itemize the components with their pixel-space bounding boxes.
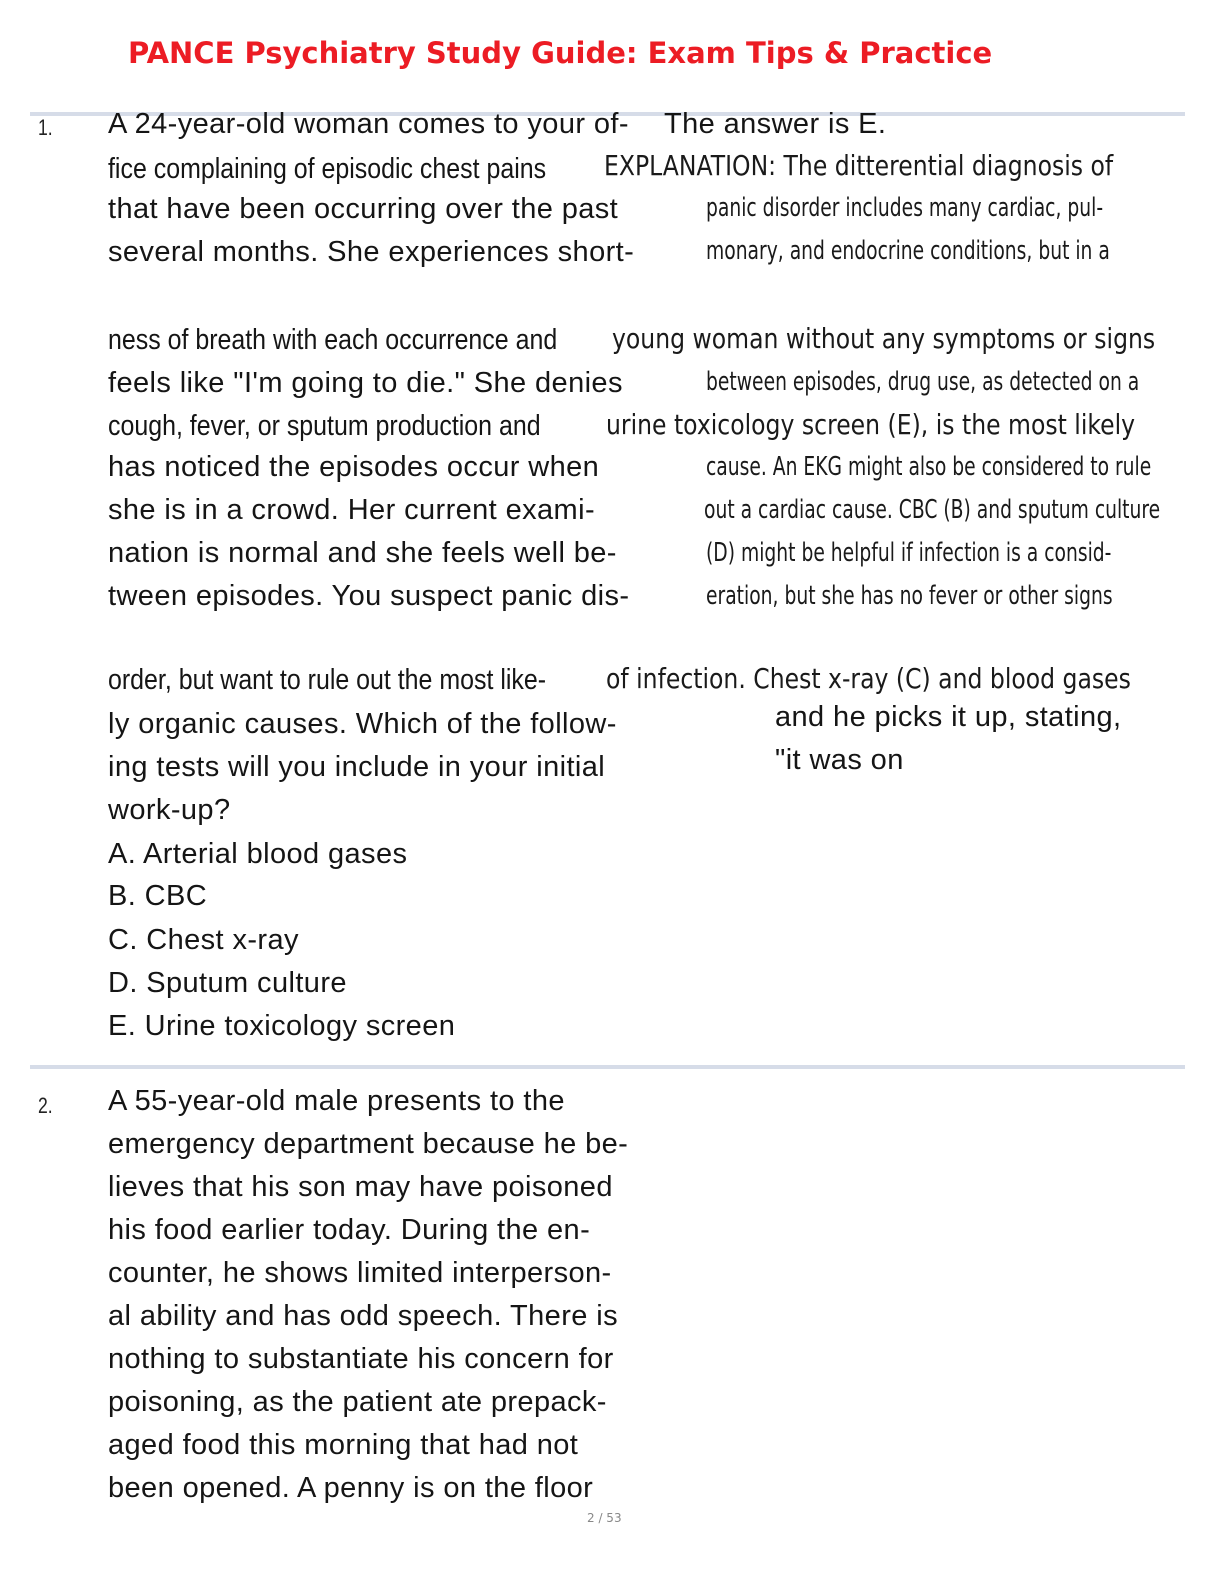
page-indicator: 2 / 53 [587,1511,622,1525]
explanation-line: (D) might be helpful if infection is a consid- [706,538,1112,568]
answer-option: C. Chest x-ray [108,924,299,956]
explanation-line: panic disorder includes many cardiac, pul- [706,193,1104,223]
stem-line: his food earlier today. During the en- [108,1214,591,1246]
stem-line: lieves that his son may have poisoned [108,1171,613,1203]
explanation-line: monary, and endocrine conditions, but in a [706,236,1110,266]
stem-line: work-up? [108,794,231,826]
stem-line: A 24-year-old woman comes to your of- [108,108,629,140]
answer-statement: The answer is E. [664,108,887,140]
explanation-line: eration, but she has no fever or other signs [706,581,1113,611]
question-number: 2. [38,1093,53,1118]
explanation-line: EXPLANATION: The ditterential diagnosis of [604,149,1114,182]
divider-middle [30,1065,1185,1069]
stem-line: aged food this morning that had not [108,1429,579,1461]
stem-line: order, but want to rule out the most like- [108,664,547,696]
explanation-line: young woman without any symptoms or signs [612,322,1156,355]
stem-line: several months. She experiences short- [108,236,635,268]
stem-line: feels like "I'm going to die." She denies [108,367,623,399]
answer-option: D. Sputum culture [108,967,347,999]
stem-line: al ability and has odd speech. There is [108,1300,618,1332]
stem-line: poisoning, as the patient ate prepack- [108,1386,607,1418]
stray-text-line: and he picks it up, stating, [775,701,1122,733]
question-number: 1. [38,115,53,140]
stem-line: ing tests will you include in your initial [108,751,606,783]
stem-line: nation is normal and she feels well be- [108,537,617,569]
explanation-line: between episodes, drug use, as detected on a [706,367,1140,397]
stem-line: she is in a crowd. Her current exami- [108,494,596,526]
stem-line: nothing to substantiate his concern for [108,1343,614,1375]
stem-line: ly organic causes. Which of the follow- [108,708,617,740]
stem-line: emergency department because he be- [108,1128,629,1160]
stem-line: cough, fever, or sputum production and [108,410,541,442]
explanation-line: cause. An EKG might also be considered to rule [706,452,1152,482]
answer-option: A. Arterial blood gases [108,838,408,870]
page-title: PANCE Psychiatry Study Guide: Exam Tips & Practice [128,36,993,70]
stem-line: ness of breath with each occurrence and [108,324,558,356]
stem-line: fice complaining of episodic chest pains [108,153,547,185]
stem-line: been opened. A penny is on the floor [108,1472,594,1504]
stray-text-line: "it was on [775,744,904,776]
stem-line: that have been occurring over the past [108,193,619,225]
stem-line: has noticed the episodes occur when [108,451,600,483]
explanation-line: urine toxicology screen (E), is the most likely [606,408,1136,441]
stem-line: tween episodes. You suspect panic dis- [108,580,630,612]
explanation-line: out a cardiac cause. CBC (B) and sputum culture [704,495,1161,525]
answer-option: B. CBC [108,880,208,912]
stem-line: A 55-year-old male presents to the [108,1085,565,1117]
stem-line: counter, he shows limited interperson- [108,1257,612,1289]
explanation-line: of infection. Chest x-ray (C) and blood gases [606,662,1131,695]
answer-option: E. Urine toxicology screen [108,1010,456,1042]
